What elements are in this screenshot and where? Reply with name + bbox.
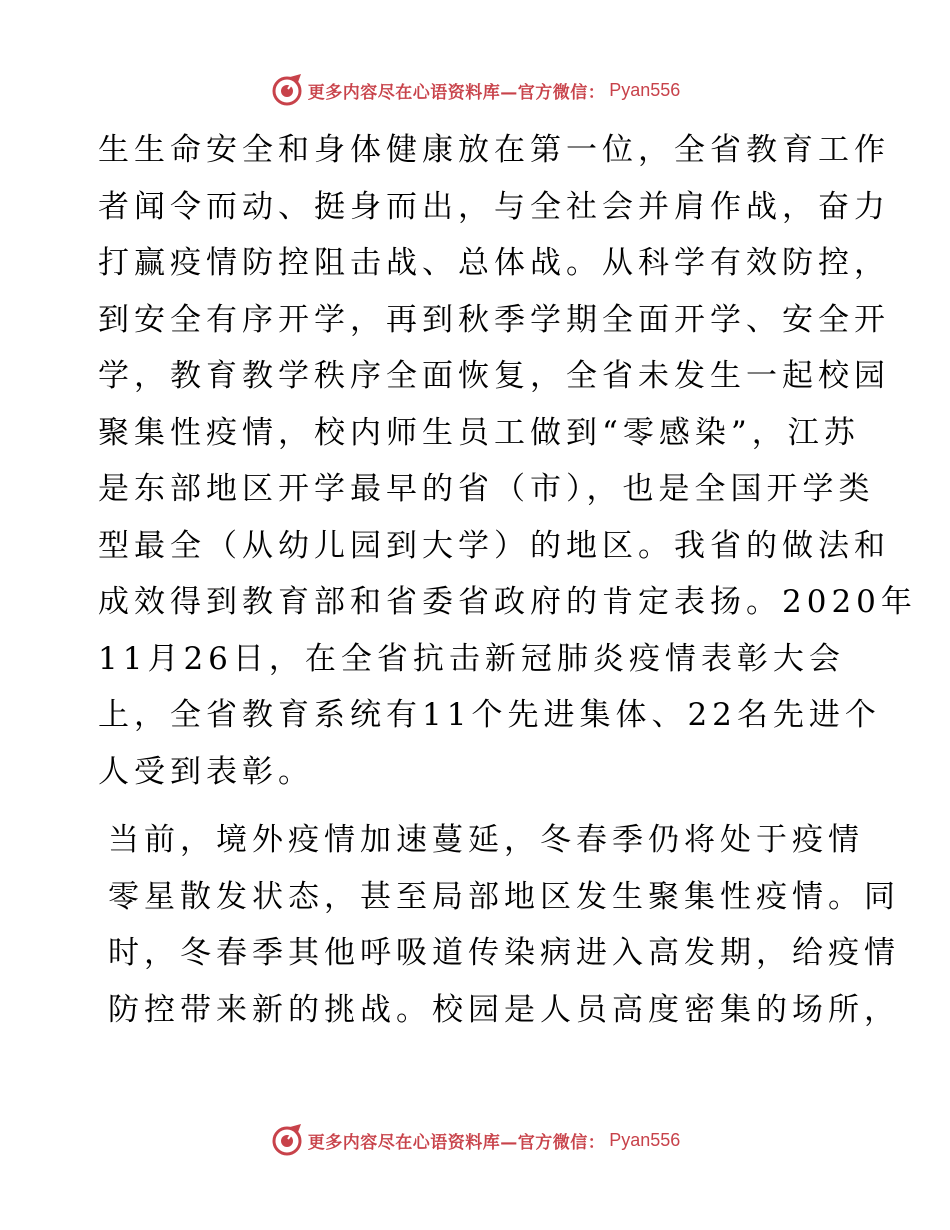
text-line: 打赢疫情防控阻击战、总体战。从科学有效防控， <box>98 245 890 281</box>
text-line: 聚集性疫情，校内师生员工做到“零感染”，江苏 <box>98 414 860 451</box>
text-line: 生生命安全和身体健康放在第一位，全省教育工作 <box>98 132 890 168</box>
text-line: 防控带来新的挑战。校园是人员高度密集的场所， <box>108 991 900 1028</box>
text-line: 人受到表彰。 <box>98 753 314 790</box>
document-body <box>98 122 917 1038</box>
pen-logo-icon <box>270 73 304 107</box>
watermark-text: 更多内容尽在心语资料库—官方微信： <box>307 1132 606 1153</box>
text-line: 成效得到教育部和省委省政府的肯定表扬。2020年 <box>98 584 917 620</box>
text-line: 学，教育教学秩序全面恢复，全省未发生一起校园 <box>98 358 890 394</box>
text-line: 当前，境外疫情加速蔓延，冬春季仍将处于疫情 <box>108 822 864 858</box>
text-line: 到安全有序开学，再到秋季学期全面开学、安全开 <box>98 301 890 338</box>
text-line: 是东部地区开学最早的省（市），也是全国开学类 <box>98 471 875 507</box>
text-line: 型最全（从幼儿园到大学）的地区。我省的做法和 <box>98 527 890 564</box>
paragraph-1 <box>98 122 917 800</box>
text-line: 上，全省教育系统有11个先进集体、22名先进个 <box>98 697 881 733</box>
text-line: 者闻令而动、挺身而出，与全社会并肩作战，奋力 <box>98 188 890 225</box>
header-watermark <box>0 72 950 108</box>
text-line: 时，冬春季其他呼吸道传染病进入高发期，给疫情 <box>108 935 900 971</box>
pen-logo-icon <box>270 1123 304 1157</box>
text-line: 零星散发状态，甚至局部地区发生聚集性疫情。同 <box>108 878 900 915</box>
paragraph-2 <box>98 812 900 1038</box>
watermark-text: 更多内容尽在心语资料库—官方微信： <box>307 82 606 103</box>
watermark-wechat-id: Pyan556 <box>609 1129 681 1150</box>
footer-watermark <box>0 1122 950 1158</box>
text-line: 11月26日，在全省抗击新冠肺炎疫情表彰大会 <box>98 640 845 677</box>
watermark-wechat-id: Pyan556 <box>609 79 681 100</box>
